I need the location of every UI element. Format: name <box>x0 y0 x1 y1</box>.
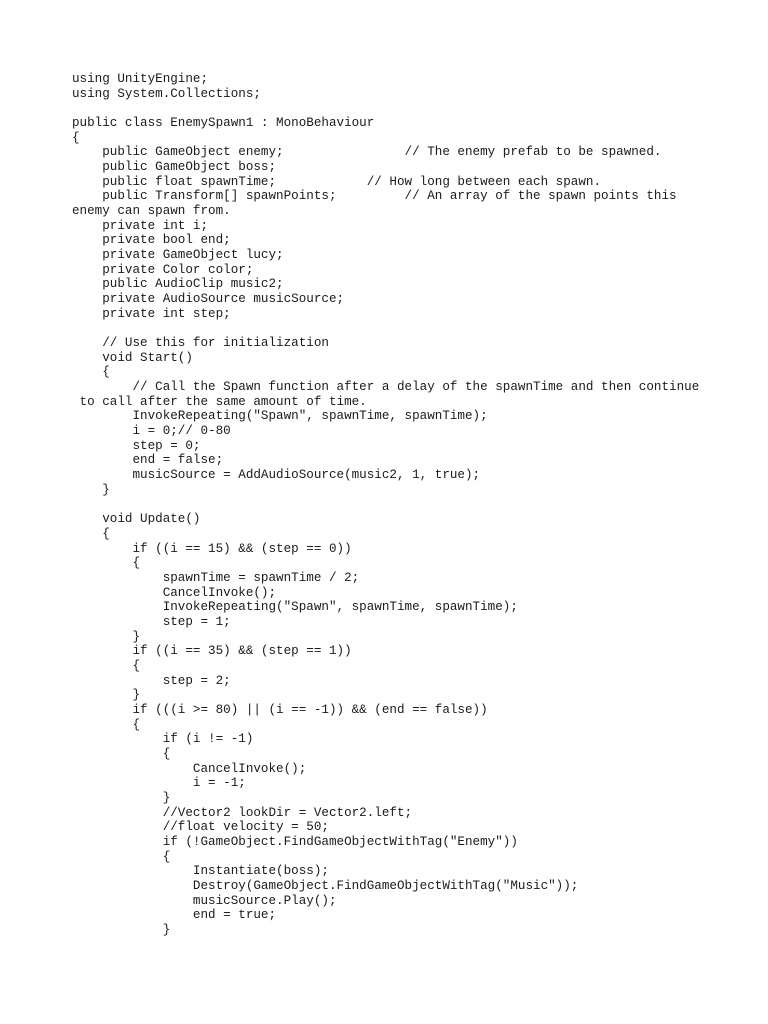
code-line: { <box>72 658 141 673</box>
code-line: if (((i >= 80) || (i == -1)) && (end == false)) <box>72 702 488 717</box>
code-line: i = 0;// 0-80 <box>72 424 231 439</box>
code-line: using UnityEngine; <box>72 72 209 86</box>
code-line: { <box>72 130 80 145</box>
code-line: { <box>72 365 110 380</box>
code-line <box>72 497 702 512</box>
code-line: void Start() <box>72 350 193 365</box>
code-line: } <box>72 922 171 937</box>
code-line: { <box>72 556 141 571</box>
code-line: { <box>72 526 110 541</box>
code-line: if ((i == 15) && (step == 0)) <box>72 541 352 556</box>
code-line: i = -1; <box>72 776 246 791</box>
code-line: } <box>72 790 171 805</box>
code-line: // Call the Spawn function after a delay of the spawnTime and then continue <box>72 380 700 395</box>
code-line: { <box>72 717 141 732</box>
code-line: private Color color; <box>72 262 254 277</box>
code-line: enemy can spawn from. <box>72 204 231 219</box>
code-line: { <box>72 849 171 864</box>
code-line: step = 2; <box>72 673 231 688</box>
code-line: public GameObject boss; <box>72 160 277 175</box>
code-line: // Use this for initialization <box>72 336 329 351</box>
code-line: step = 1; <box>72 614 231 629</box>
code-line: CancelInvoke(); <box>72 585 277 600</box>
code-line: private int i; <box>72 218 209 233</box>
code-line: musicSource.Play(); <box>72 893 337 908</box>
code-line <box>72 321 702 336</box>
code-line: } <box>72 482 110 497</box>
code-line: spawnTime = spawnTime / 2; <box>72 570 360 585</box>
code-line: void Update() <box>72 512 201 527</box>
code-line: public float spawnTime; // How long between each spawn. <box>72 174 602 189</box>
code-line: public AudioClip music2; <box>72 277 284 292</box>
code-line: public GameObject enemy; // The enemy prefab to be spawned. <box>72 145 662 160</box>
code-line: Destroy(GameObject.FindGameObjectWithTag("Music")); <box>72 878 579 893</box>
code-line: if ((i == 35) && (step == 1)) <box>72 644 352 659</box>
code-line: public class EnemySpawn1 : MonoBehaviour <box>72 116 375 131</box>
code-listing <box>72 72 702 938</box>
code-line: private AudioSource musicSource; <box>72 292 345 307</box>
code-line: public Transform[] spawnPoints; // An array of the spawn points this <box>72 189 677 204</box>
code-line: using System.Collections; <box>72 86 261 101</box>
code-line: } <box>72 688 141 703</box>
code-line: InvokeRepeating("Spawn", spawnTime, spawnTime); <box>72 600 518 615</box>
code-line: if (i != -1) <box>72 732 254 747</box>
code-line: private int step; <box>72 306 231 321</box>
code-line: if (!GameObject.FindGameObjectWithTag("Enemy")) <box>72 834 518 849</box>
code-line: end = false; <box>72 453 224 468</box>
code-line: end = true; <box>72 908 277 923</box>
code-line: Instantiate(boss); <box>72 864 329 879</box>
code-line: CancelInvoke(); <box>72 761 307 776</box>
code-line: InvokeRepeating("Spawn", spawnTime, spawnTime); <box>72 409 488 424</box>
code-line: private bool end; <box>72 233 231 248</box>
code-line: step = 0; <box>72 438 201 453</box>
code-line: musicSource = AddAudioSource(music2, 1, true); <box>72 468 481 483</box>
code-line: } <box>72 629 141 644</box>
code-line: private GameObject lucy; <box>72 248 284 263</box>
code-line <box>72 101 702 116</box>
code-line: { <box>72 746 171 761</box>
code-line: //float velocity = 50; <box>72 820 329 835</box>
code-line: //Vector2 lookDir = Vector2.left; <box>72 805 413 820</box>
code-line: to call after the same amount of time. <box>72 394 367 409</box>
